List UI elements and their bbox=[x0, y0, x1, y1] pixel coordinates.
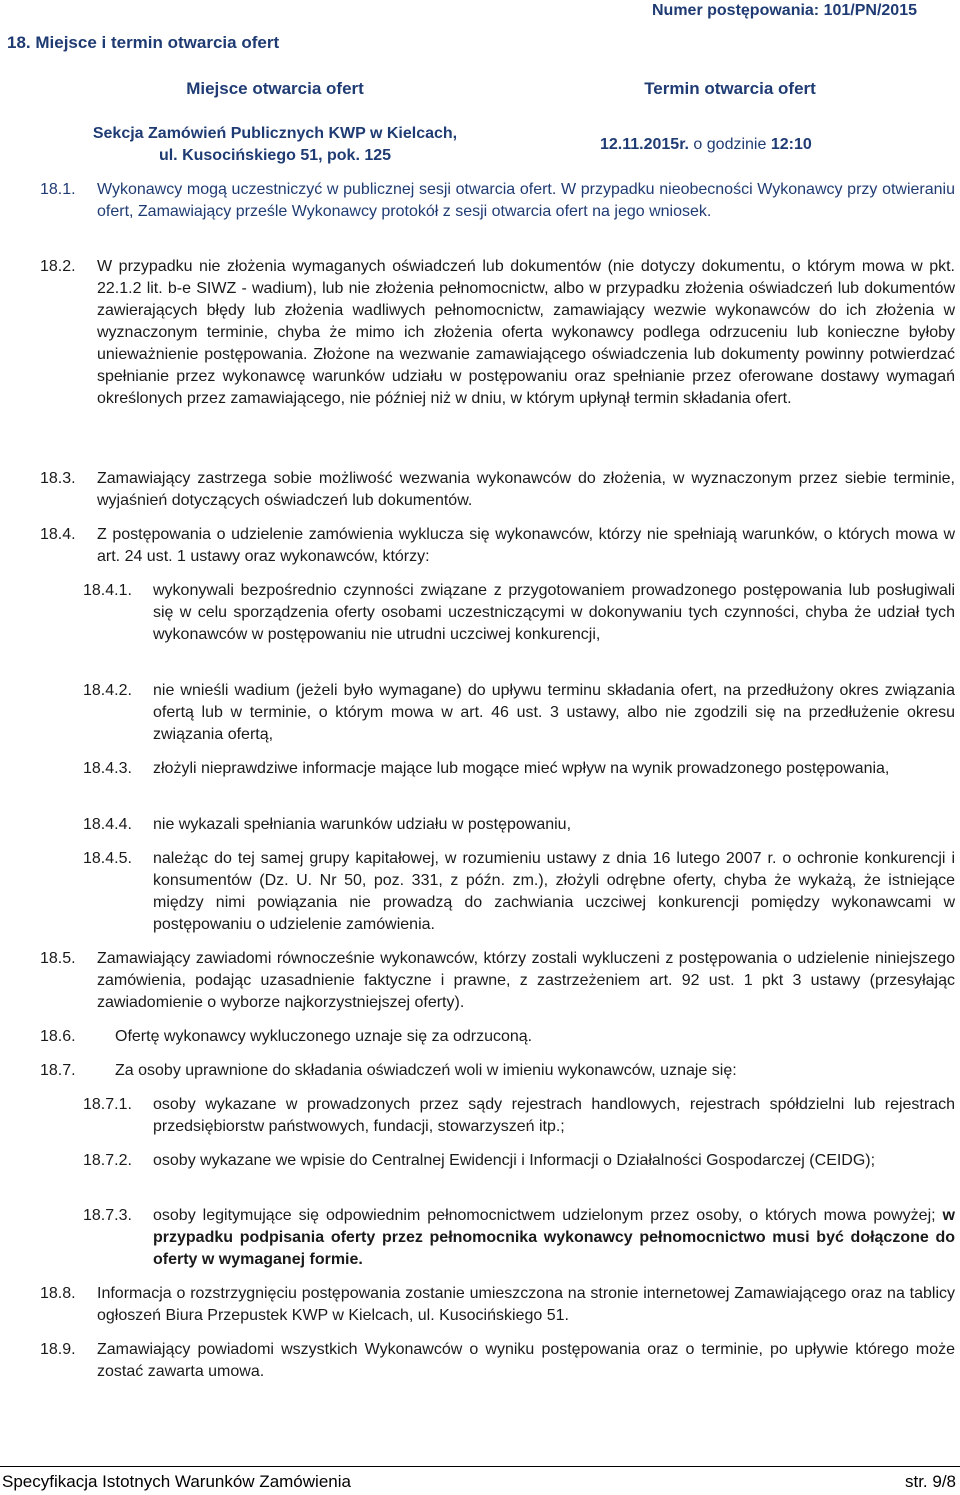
item-text-18-7-2: osoby wykazane we wpisie do Centralnej Ewidencji i Informacji o Działalności Gospodarczej (CEIDG); bbox=[153, 1152, 876, 1169]
item-number: 18.5. bbox=[40, 950, 76, 967]
item-number: 18.4.2. bbox=[83, 682, 132, 699]
item-text-18-7-3-bold: w przypadku podpisania oferty przez pełnomocnika wykonawcy pełnomocnictwo musi być dołączone do oferty w wymaganej formie. bbox=[153, 1207, 955, 1268]
item-text-18-4-3: złożyli nieprawdziwe informacje mające lub mogące mieć wpływ na wynik prowadzonego postępowania, bbox=[153, 760, 890, 777]
procedure-number: Numer postępowania: 101/PN/2015 bbox=[652, 2, 917, 19]
table-opening-date bbox=[600, 136, 812, 154]
item-number: 18.7. bbox=[40, 1062, 76, 1079]
item-text-18-7-1: osoby wykazane w prowadzonych przez sądy rejestrach handlowych, rejestrach spółdzielni lub rejestrach przedsiębiorstw państwowych, fundacji, stowarzyszeń itp.; bbox=[153, 1096, 955, 1135]
item-text-18-7-3 bbox=[153, 1205, 955, 1271]
item-text-18-4-2: nie wnieśli wadium (jeżeli było wymagane) do upływu terminu składania ofert, na przedłużony okres związania ofertą lub w terminie, o którym mowa w art. 46 ust. 3 ustawy, albo nie zgodzili się na przedłużenie okresu związania ofertą, bbox=[153, 682, 955, 743]
item-text-18-1: Wykonawcy mogą uczestniczyć w publicznej sesji otwarcia ofert. W przypadku nieobecności Wykonawcy przy otwieraniu ofert, Zamawiający prześle Wykonawcy protokół z sesji otwarcia ofert na jego wniosek. bbox=[97, 181, 955, 220]
item-number: 18.4.5. bbox=[83, 850, 132, 867]
opening-at: o godzinie bbox=[688, 136, 771, 153]
item-text-18-2: W przypadku nie złożenia wymaganych oświadczeń lub dokumentów (nie dotyczy dokumentu, o którym mowa w pkt. 22.1.2 lit. b-e SIWZ - wadium), lub nie złożenia pełnomocnictw, albo w przypadku złożenia oświadczeń lub dokumentów zawierających błędy lub złożenia wadliwych pełnomocnictw, zamawiający wezwie wykonawców do ich złożenia w wyznaczonym terminie, chyba że mimo ich złożenia oferta wykonawcy podlega odrzuceniu lub konieczne byłoby unieważnienie postępowania. Złożone na wezwanie zamawiającego oświadczenia lub dokumenty powinny potwierdzać spełnianie przez wykonawcę warunków udziału w postępowaniu oraz spełnianie przez oferowane dostawy wymagań określonych przez zamawiającego, nie później niż w dniu, w którym upłynął termin składania ofert. bbox=[97, 258, 955, 407]
item-number: 18.4.4. bbox=[83, 816, 132, 833]
item-text-18-4-4: nie wykazali spełniania warunków udziału w postępowaniu, bbox=[153, 816, 572, 833]
item-text-18-7: Za osoby uprawnione do składania oświadczeń woli w imieniu wykonawców, uznaje się: bbox=[115, 1062, 737, 1079]
item-number: 18.7.2. bbox=[83, 1152, 132, 1169]
opening-time: 12:10 bbox=[770, 136, 812, 153]
item-number: 18.1. bbox=[40, 181, 76, 198]
item-number: 18.2. bbox=[40, 258, 76, 275]
table-header-place: Miejsce otwarcia ofert bbox=[186, 79, 364, 98]
opening-date: 12.11.2015r. bbox=[600, 136, 689, 153]
item-number: 18.7.3. bbox=[83, 1207, 132, 1224]
footer-title: Specyfikacja Istotnych Warunków Zamówienia bbox=[2, 1472, 351, 1491]
item-text-18-5: Zamawiający zawiadomi równocześnie wykonawców, którzy zostali wykluczeni z postępowania o udzielenie niniejszego zamówienia, podając uzasadnienie faktyczne i prawne, z zastrzeżeniem art. 92 ust. 1 pkt 3 ustawy (przesyłając zawiadomienie o wyborze najkorzystniejszej oferty). bbox=[97, 950, 955, 1011]
item-number: 18.3. bbox=[40, 470, 76, 487]
item-text-18-9: Zamawiający powiadomi wszystkich Wykonawców o wyniku postępowania oraz o terminie, po upływie którego może zostać zawarta umowa. bbox=[97, 1341, 955, 1380]
item-number: 18.4.1. bbox=[83, 582, 132, 599]
item-text-18-7-3-plain: osoby legitymujące się odpowiednim pełnomocnictwem udzielonym przez osoby, o których mowa powyżej; bbox=[153, 1207, 943, 1224]
table-header-date: Termin otwarcia ofert bbox=[644, 79, 816, 98]
item-number: 18.6. bbox=[40, 1028, 76, 1045]
item-text-18-8: Informacja o rozstrzygnięciu postępowania zostanie umieszczona na stronie internetowej Zamawiającego oraz na tablicy ogłoszeń Biura Przepustek KWP w Kielcach, ul. Kusocińskiego 51. bbox=[97, 1285, 955, 1324]
item-number: 18.7.1. bbox=[83, 1096, 132, 1113]
item-number: 18.8. bbox=[40, 1285, 76, 1302]
table-place-line2: ul. Kusocińskiego 51, pok. 125 bbox=[158, 147, 392, 164]
footer-divider bbox=[0, 1466, 960, 1467]
item-text-18-3: Zamawiający zastrzega sobie możliwość wezwania wykonawców do złożenia, w wyznaczonym przez siebie terminie, wyjaśnień dotyczących oświadczeń lub dokumentów. bbox=[97, 470, 955, 509]
item-number: 18.4.3. bbox=[83, 760, 132, 777]
item-text-18-4: Z postępowania o udzielenie zamówienia wyklucza się wykonawców, którzy nie spełniają warunków, o których mowa w art. 24 ust. 1 ustawy oraz wykonawców, którzy: bbox=[97, 526, 955, 565]
item-text-18-4-5: należąc do tej samej grupy kapitałowej, w rozumieniu ustawy z dnia 16 lutego 2007 r. o ochronie konkurencji i konsumentów (Dz. U. Nr 50, poz. 331, z późn. zm.), złożyli odrębne oferty, chyba że wykażą, że istniejące między nimi powiązania nie prowadzą do zachwiania uczciwej konkurencji pomiędzy wykonawcami w postępowaniu o udzielenie zamówienia. bbox=[153, 850, 955, 933]
item-number: 18.4. bbox=[40, 526, 76, 543]
item-text-18-6: Ofertę wykonawcy wykluczonego uznaje się za odrzuconą. bbox=[115, 1028, 533, 1045]
item-text-18-4-1: wykonywali bezpośrednio czynności związane z przygotowaniem prowadzonego postępowania lub posługiwali się w celu sporządzenia oferty osobami uczestniczącymi w dokonywaniu tych czynności, chyba że udział tych wykonawców w postępowaniu nie utrudni uczciwej konkurencji, bbox=[153, 582, 955, 643]
table-place-line1: Sekcja Zamówień Publicznych KWP w Kielcach, bbox=[92, 125, 458, 142]
section-title: 18. Miejsce i termin otwarcia ofert bbox=[7, 33, 280, 52]
item-number: 18.9. bbox=[40, 1341, 76, 1358]
footer-page-number: str. 9/8 bbox=[904, 1472, 956, 1491]
